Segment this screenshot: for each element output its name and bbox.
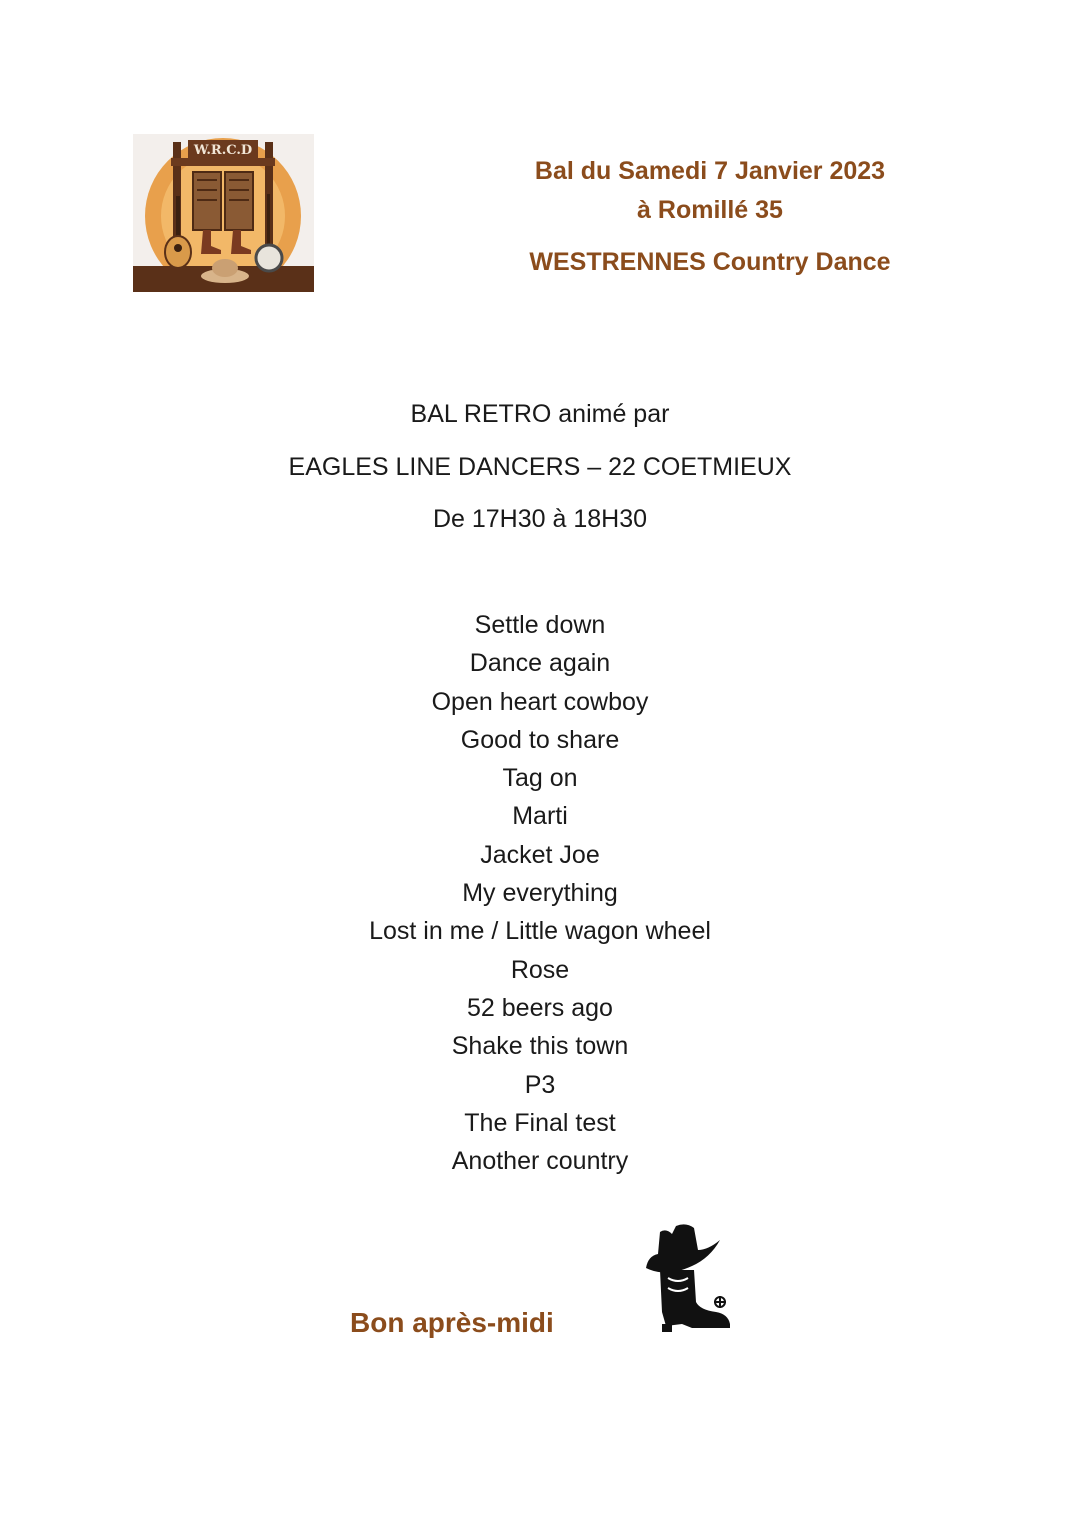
dance-item: The Final test [464,1108,616,1137]
dance-item: Open heart cowboy [431,687,649,716]
dance-item: Marti [512,802,568,831]
club-logo [133,134,314,292]
dance-item: P3 [524,1070,556,1099]
dance-item: Good to share [460,725,620,754]
intro-time: De 17H30 à 18H30 [432,505,648,533]
intro-host: EAGLES LINE DANCERS – 22 COETMIEUX [288,452,792,481]
dance-item: Lost in me / Little wagon wheel [369,917,711,946]
dance-item: Rose [510,955,570,984]
event-header [480,152,940,282]
dance-item: Settle down [474,611,606,639]
dance-item: Dance again [469,649,611,678]
dance-item: Shake this town [451,1032,629,1061]
dance-item: 52 beers ago [467,993,613,1022]
dance-item: Tag on [502,764,578,793]
logo-sign-text: W.R.C.D [193,143,253,158]
event-location: à Romillé 35 [637,196,783,224]
dance-item: Jacket Joe [480,840,600,869]
intro-title: BAL RETRO animé par [410,400,670,428]
saloon-logo-icon [133,134,314,292]
dance-list [290,606,790,1180]
club-name: WESTRENNES Country Dance [529,248,891,276]
dance-item: Another country [451,1147,629,1176]
dance-item: My everything [462,879,618,908]
bal-intro [240,394,840,552]
closing-greeting: Bon après-midi [350,1307,554,1338]
cowboy-boot-hat-icon [636,1220,736,1338]
event-date: Bal du Samedi 7 Janvier 2023 [534,157,886,185]
